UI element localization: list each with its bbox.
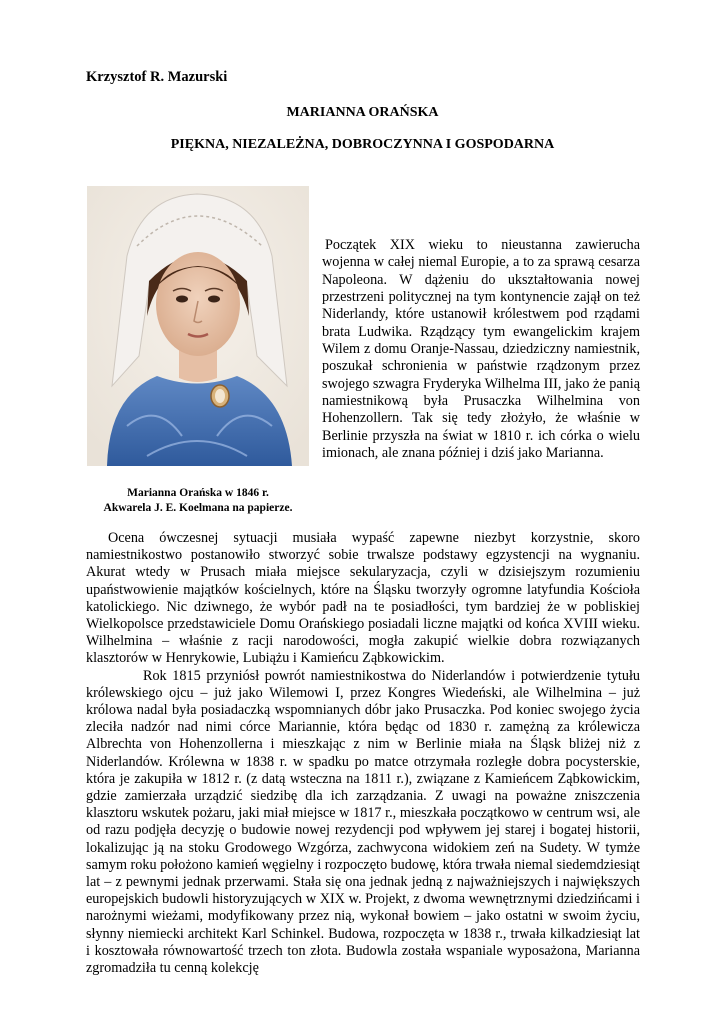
- body-paragraph-1: Ocena ówczesnej sytuacji musiała wypaść zapewne niezbyt korzystnie, skoro namiestnikostwo postanowiło stworzyć sobie trwalsze podstawy egzystencji na wygnaniu. Akurat wtedy w Prusach miała miejsce sekularyzacja, czyli w dzisiejszym rozumieniu upaństwowienie majątków kościelnych, które na Śląsku tworzyły ogromne latyfundia Kościoła katolickiego. Nic dziwnego, że wybór padł na te posiadłości, tym bardziej że w pobliskiej Wielkopolsce przedstawiciele Domu Orańskiego posiadali liczne majątki od końca XVIII wieku. Wilhelmina – właśnie z racji narodowości, mogła zakupić wielkie dobra rozwiązanych klasztorów w Henrykowie, Lubiążu i Kamieńcu Ząbkowickim.: [86, 530, 640, 667]
- portrait-image: [87, 186, 309, 466]
- article-title: MARIANNA ORAŃSKA: [286, 105, 439, 120]
- body-paragraph-2: Rok 1815 przyniósł powrót namiestnikostwa do Niderlandów i potwierdzenie tytułu królewskiego ojcu – już jako Wilemowi I, przez Kongres Wiedeński, ale Wilhelmina – już królowa nadal była posiadaczką wspomnianych dóbr jako Prusaczka. Pod koniec swojego życia zleciła nadzór nad nimi córce Mariannie, która będąc od 1830 r. zamężną za królewicza Albrechta von Hohenzollerna i mieszkając z nim w Berlinie miała na Śląsk bliżej niż z Niderlandów. Królewna w 1838 r. w spadku po matce otrzymała rozległe dobra pocysterskie, która je zakupiła w 1812 r. (z datą wsteczna na 1811 r.), związane z Kamieńcem Ząbkowickim, gdzie zamierzała urządzić siedzibę dla ich zarządzania. Z uwagi na poważne zniszczenia klasztoru wskutek pożaru, jaki miał miejsce w 1817 r., mieszkała początkowo w centrum wsi, ale od razu podjęła decyzję o budowie nowej rezydencji pod wpływem jej starej i bogatej historii, lokalizując ją na stoku Grodowego Wzgórza, zachwycona widokiem zeń na Sudety. W tymże samym roku położono kamień węgielny i rozpoczęto budowę, która trwała niemal siedemdziesiąt lat – z pewnymi jednak przerwami. Stała się ona jednak jedną z najważniejszych i największych europejskich budowli historyzujących w XIX w. Projekt, z dwoma wewnętrznymi dziedzińcami i narożnymi wieżami, modyfikowany przez nią, wykonał bowiem – jako ostatni w swoim życiu, słynny niemiecki architekt Karl Schinkel. Budowa, rozpoczęta w 1838 r., trwała kilkadziesiąt lat i kosztowała równowartość trzech ton złota. Budowla została wspaniale wyposażona, Marianna zgromadziła tu cenną kolekcję: [86, 667, 640, 977]
- image-caption-line-1: Marianna Orańska w 1846 r.: [127, 487, 269, 499]
- article-subtitle: PIĘKNA, NIEZALEŻNA, DOBROCZYNNA I GOSPODARNA: [170, 137, 555, 152]
- image-caption-line-2: Akwarela J. E. Koelmana na papierze.: [103, 502, 293, 514]
- article-body: [86, 530, 640, 977]
- intro-paragraph: Początek XIX wieku to nieustanna zawierucha wojenna w całej niemal Europie, a to za sprawą cesarza Napoleona. W dążeniu do ukształtowania nowej przestrzeni politycznej na tym kontynencie zajął on też Niderlandy, które ustanowił królestwem pod rządami brata Ludwika. Rządzący tym ewangelickim krajem Wilem z domu Oranje-Nassau, dziedziczny namiestnik, poszukał schronienia w państwie rządzonym przez swojego szwagra Fryderyka Wilhelma III, jako że panią namiestnikową była Prusaczka Wilhelmina von Hohenzollern. Tak się tedy złożyło, że właśnie w Berlinie przyszła na świat w 1810 r. ich córka o wielu imionach, ale znana później i dziś jako Marianna.: [322, 237, 640, 462]
- author-name: Krzysztof R. Mazurski: [86, 69, 228, 85]
